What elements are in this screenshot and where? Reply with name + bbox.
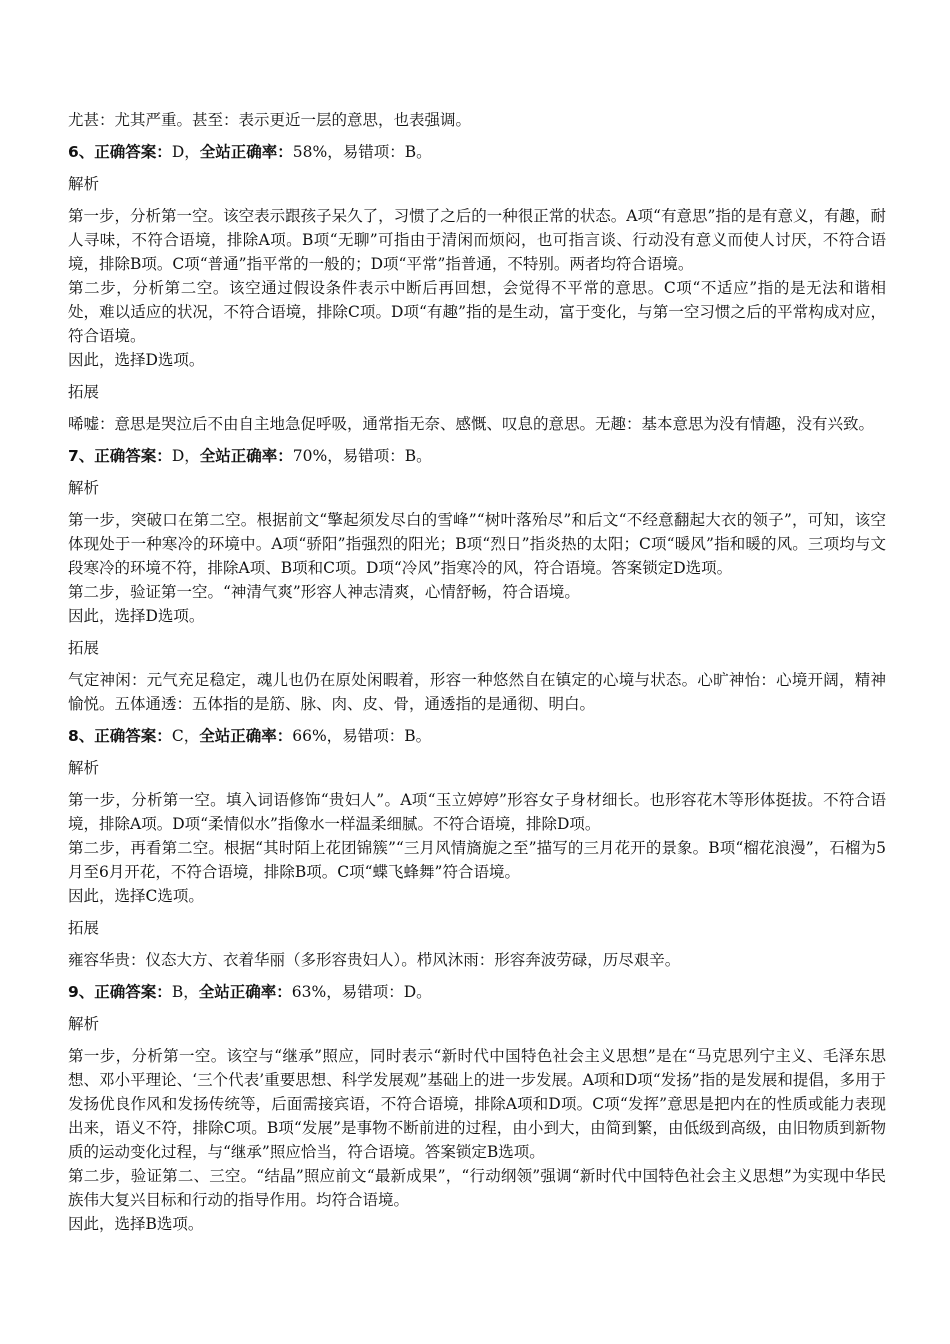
- question-number: 6、: [68, 143, 95, 161]
- correct-answer: D: [171, 447, 185, 465]
- rate-label: 全站正确率：: [198, 983, 292, 1001]
- analysis-step: 因此，选择B选项。: [68, 1215, 204, 1233]
- analysis-step: 第一步，分析第一空。该空与“继承”照应，同时表示“新时代中国特色社会主义思想”是在“马克思列宁主义、毛泽东思想、邓小平理论、‘三个代表’重要思想、科学发展观”基础上的进一步发展。A项和D项“发扬”指的是发展和提倡，多用于发扬优良作风和发扬传统等，后面需接宾语，不符合语境，排除A项和D项。C项“发挥”意思是把内在的性质或能力表现出来，语义不符，排除C项。B项“发展”是事物不断前进的过程，由小到大，由简到繁，由低级到高级，由旧物质到新物质的运动变化过程，与“继承”照应恰当，符合语境。答案锁定B选项。: [68, 1047, 886, 1161]
- correct-answer: D: [171, 143, 185, 161]
- wrong-option: B: [404, 727, 416, 745]
- answer-line: 8、正确答案：C，全站正确率：66%，易错项：B。: [68, 727, 432, 745]
- question-section: [68, 140, 886, 436]
- wrong-option: B: [404, 447, 417, 465]
- analysis-heading: 解析: [68, 175, 100, 193]
- analysis-step: 因此，选择D选项。: [68, 607, 205, 625]
- question-section: [68, 444, 886, 716]
- analysis-step: 第二步，分析第二空。该空通过假设条件表示中断后再回想，会觉得不平常的意思。C项“不适应”指的是无法和谐相处，难以适应的状况，不符合语境，排除C项。D项“有趣”指的是生动，富于变化，与第一空习惯之后的平常构成对应，符合语境。: [68, 279, 886, 345]
- correct-rate: 63%: [291, 983, 327, 1001]
- analysis-step: 因此，选择C选项。: [68, 887, 204, 905]
- answer-label: 正确答案：: [94, 447, 172, 465]
- wrong-label: 易错项：: [342, 727, 405, 745]
- analysis-body: [68, 204, 886, 372]
- answer-line: 9、正确答案：B，全站正确率：63%，易错项：D。: [68, 983, 432, 1001]
- analysis-step: 第二步，验证第二、三空。“结晶”照应前文“最新成果”，“行动纲领”强调“新时代中国特色社会主义思想”为实现中华民族伟大复兴目标和行动的指导作用。均符合语境。: [68, 1167, 886, 1209]
- answer-label: 正确答案：: [94, 983, 172, 1001]
- correct-answer: B: [171, 983, 184, 1001]
- question-number: 9、: [68, 983, 95, 1001]
- analysis-step: 第一步，分析第一空。填入词语修饰“贵妇人”。A项“玉立婷婷”形容女子身材细长。也形容花木等形体挺拔。不符合语境，排除A项。D项“柔情似水”指像水一样温柔细腻。不符合语境，排除D项。: [68, 791, 886, 833]
- correct-rate: 58%: [292, 143, 328, 161]
- analysis-body: [68, 788, 886, 908]
- extend-text: 气定神闲：元气充足稳定，魂儿也仍在原处闲暇着，形容一种悠然自在镇定的心境与状态。心旷神怡：心境开阔，精神愉悦。五体通透：五体指的是筋、脉、肉、皮、骨，通透指的是通彻、明白。: [68, 671, 886, 713]
- extend-heading: 拓展: [68, 919, 100, 937]
- answer-label: 正确答案：: [94, 143, 172, 161]
- wrong-option: B: [404, 143, 417, 161]
- analysis-step: 第二步，再看第二空。根据“其时陌上花团锦簇”“三月风情旖旎之至”描写的三月花开的景象。B项“榴花浪漫”，石榴为5月至6月开花，不符合语境，排除B项。C项“蝶飞蜂舞”符合语境。: [68, 839, 886, 881]
- wrong-label: 易错项：: [342, 447, 405, 465]
- rate-label: 全站正确率：: [199, 447, 293, 465]
- analysis-step: 第一步，分析第一空。该空表示跟孩子呆久了，习惯了之后的一种很正常的状态。A项“有意思”指的是有意义，有趣，耐人寻味，不符合语境，排除A项。B项“无聊”可指由于清闲而烦闷，也可指言谈、行动没有意义而使人讨厌，不符合语境，排除B项。C项“普通”指平常的一般的；D项“平常”指普通，不特别。两者均符合语境。: [68, 207, 886, 273]
- answer-line: 7、正确答案：D，全站正确率：70%，易错项：B。: [68, 447, 432, 465]
- analysis-heading: 解析: [68, 479, 100, 497]
- correct-rate: 66%: [292, 727, 327, 745]
- document-body: [68, 108, 886, 1244]
- correct-rate: 70%: [292, 447, 328, 465]
- extend-heading: 拓展: [68, 639, 100, 657]
- extend-text: 唏嘘：意思是哭泣后不由自主地急促呼吸，通常指无奈、感慨、叹息的意思。无趣：基本意思为没有情趣，没有兴致。: [68, 415, 875, 433]
- question-section: [68, 980, 886, 1236]
- extend-text: 雍容华贵：仪态大方、衣着华丽（多形容贵妇人）。栉风沐雨：形容奔波劳碌，历尽艰辛。: [68, 951, 681, 969]
- analysis-step: 第一步，突破口在第二空。根据前文“擎起须发尽白的雪峰”“树叶落殆尽”和后文“不经意翻起大衣的领子”，可知，该空体现处于一种寒冷的环境中。A项“骄阳”指强烈的阳光；B项“烈日”指炎热的太阳；C项“暖风”指和暖的风。三项均与文段寒冷的环境不符，排除A项、B项和C项。D项“冷风”指寒冷的风，符合语境。答案锁定D选项。: [68, 511, 886, 577]
- wrong-label: 易错项：: [341, 983, 404, 1001]
- analysis-heading: 解析: [68, 759, 100, 777]
- analysis-step: 第二步，验证第一空。“神清气爽”形容人神志清爽，心情舒畅，符合语境。: [68, 583, 580, 601]
- analysis-body: [68, 508, 886, 628]
- rate-label: 全站正确率：: [199, 727, 293, 745]
- analysis-heading: 解析: [68, 1015, 100, 1033]
- extend-heading: 拓展: [68, 383, 100, 401]
- rate-label: 全站正确率：: [199, 143, 293, 161]
- wrong-label: 易错项：: [342, 143, 405, 161]
- question-section: [68, 724, 886, 972]
- question-number: 8、: [68, 727, 95, 745]
- intro-text: 尤甚：尤其严重。甚至：表示更近一层的意思，也表强调。: [68, 111, 472, 129]
- question-number: 7、: [68, 447, 95, 465]
- answer-label: 正确答案：: [94, 727, 172, 745]
- analysis-body: [68, 1044, 886, 1236]
- answer-line: 6、正确答案：D，全站正确率：58%，易错项：B。: [68, 143, 432, 161]
- wrong-option: D: [403, 983, 417, 1001]
- correct-answer: C: [171, 727, 184, 745]
- analysis-step: 因此，选择D选项。: [68, 351, 205, 369]
